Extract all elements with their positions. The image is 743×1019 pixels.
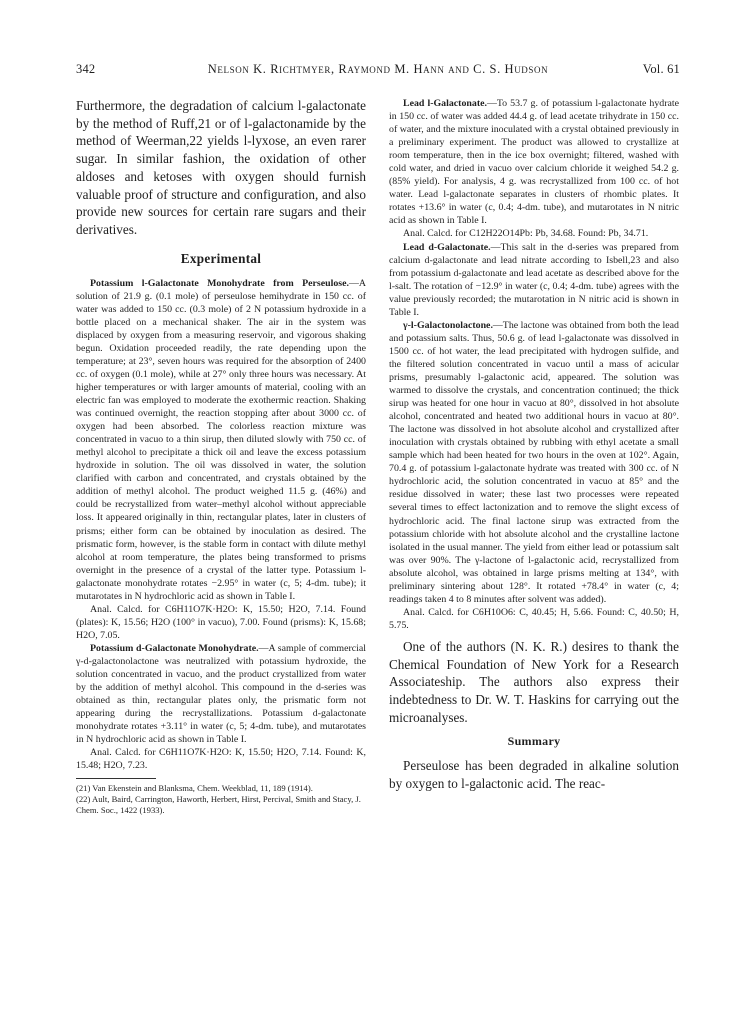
analysis-line: Anal. Calcd. for C12H22O14Pb: Pb, 34.68. Found: Pb, 34.71. (403, 228, 649, 240)
volume-label: Vol. 61 (642, 62, 680, 76)
paragraph-title: Lead d-Galactonate. (403, 241, 491, 253)
paragraph-potassium-l-galactonate (76, 277, 366, 603)
footnote-21: (21) Van Ekenstein and Blanksma, Chem. Weekblad, 11, 189 (1914). (76, 783, 313, 794)
paragraph-title: Potassium d-Galactonate Monohydrate. (90, 642, 259, 654)
paragraph-body: —A sample of commercial γ-d-galactonolactone was neutralized with potassium hydroxide, the solution concentrated in vacuo, and the product crystallized from water by the addition of methyl alcohol. This compound in the d-series was obtained as thin, rectangular plates only, the prismatic form not appearing during the recrystallizations. Potassium d-galactonate monohydrate rotates +3.11° in water (c, 5; 4-dm. tube), and mutarotates in N hydrochloric acid as shown in Table I. (76, 642, 367, 746)
paragraph-body: —The lactone was obtained from both the lead and potassium salts. Thus, 50.6 g. of lead l-galactonate was dissolved in 1500 cc. of hot water, the lead precipitated with hydrogen sulfide, and the filtered solution concentrated in vacuo until a mass of acicular prisms, presumably l-galactonic acid, appeared. The solution was warmed to dissolve the crystals, and concentration continued; the thick sirup was heated for one hour in vacuo at 80°, dissolved in hot absolute alcohol, concentrated and heated two additional hours in vacuo at 80°. The lactone was dissolved in hot absolute alcohol and crystallized after inoculation with crystals obtained by rubbing with ethyl acetate a small sample which had been heated for two hours in the oven at 102°. Again, 70.4 g. of potassium l-galactonate hydrate was treated with 300 cc. of N hydrochloric acid, the solution concentrated in vacuo at 85° and the residue dissolved in water; these last two processes were repeated several times to effect lactonization and to remove the slight excess of hydrochloric acid. The final lactone sirup was extracted from the potassium chloride with hot absolute alcohol and the crystalline lactone isolated in the usual manner. The yield from either lead or potassium salt was over 90%. The γ-lactone of l-galactonic acid, recrystallized from absolute alcohol, was obtained in large prisms melting at 134°, with preliminary sintering about 128°. It rotated +78.4° in water (c, 4; readings taken 4 to 8 minutes after solvent was added). (389, 319, 679, 605)
section-heading-summary: Summary (507, 734, 561, 749)
paragraph-title: Lead l-Galactonate. (403, 98, 487, 109)
intro-paragraph: Furthermore, the degradation of calcium l-galactonate by the method of Ruff,21 or of l-galactonamide by the method of Weerman,22 yields l-lyxose, an even rarer sugar. In similar fashion, the oxidation of other aldoses and ketoses with oxygen should furnish valuable proof of structure and configuration, and also provide new sources for certain rare sugars and their derivatives. (76, 98, 366, 237)
paragraph-title: Potassium l-Galactonate Monohydrate from Perseulose. (90, 277, 349, 289)
left-column (76, 97, 366, 816)
section-heading-experimental: Experimental (180, 250, 262, 266)
running-title: Nelson K. Richtmyer, Raymond M. Hann and C. S. Hudson (207, 62, 549, 76)
summary-paragraph: Perseulose has been degraded in alkaline solution by oxygen to l-galactonic acid. The reac- (389, 758, 679, 792)
analysis-line: Anal. Calcd. for C6H10O6: C, 40.45; H, 5.66. Found: C, 40.50; H, 5.75. (389, 606, 679, 631)
paragraph-lead-l-galactonate (389, 97, 679, 227)
paragraph-potassium-d-galactonate (76, 642, 366, 746)
footnote-divider (76, 778, 156, 779)
paragraph-galactonolactone (389, 319, 679, 606)
footnote-22: (22) Ault, Baird, Carrington, Haworth, Herbert, Hirst, Percival, Smith and Stacy, J. Chem. Soc., 1422 (1933). (76, 794, 361, 816)
paragraph-body: —To 53.7 g. of potassium l-galactonate hydrate in 150 cc. of water was added 44.4 g. of lead acetate trihydrate in 150 cc. of water, and the mixture inoculated with a crystal obtained previously in a preliminary experiment. The product was allowed to crystallize at room temperature, then in the ice box overnight; filtered, washed with cold water, and dried in vacuo over calcium chloride it weighed 54.2 g. (85% yield). For analysis, 4 g. was recrystallized from 100 cc. of hot water. Lead l-galactonate separates in clusters of rhombic plates. It rotates +13.6° in water (c, 0.4; 4-dm. tube), and mutarotates in N nitric acid as shown in Table I. (389, 98, 679, 227)
analysis-line: Anal. Calcd. for C6H11O7K·H2O: K, 15.50; H2O, 7.14. Found: K, 15.48; H2O, 7.23. (76, 747, 366, 772)
analysis-line: Anal. Calcd. for C6H11O7K·H2O: K, 15.50; H2O, 7.14. Found (plates): K, 15.56; H2O (100° in vacuo), 7.00. Found (prisms): K, 15.68; H2O, 7.05. (76, 603, 366, 641)
right-column (389, 97, 679, 793)
paragraph-title: γ-l-Galactonolactone. (403, 319, 493, 331)
paragraph-body: —A solution of 21.9 g. (0.1 mole) of perseulose hemihydrate in 150 cc. of water was added to 150 cc. (0.3 mole) of 2 N potassium hydroxide in a bottle placed on a mechanical shaker. The air in the system was displaced by oxygen from a measuring reservoir, and vigorous shaking begun. Oxidation proceeded readily, the rate depending upon the temperature; at 23°, seven hours was required for the absorption of 2400 cc. of oxygen (0.1 mole), while at 27° only three hours was necessary. At higher temperatures or with larger amounts of material, cooling with an electric fan was employed to moderate the exothermic reaction. Shaking was continued overnight, the reaction stopping after about 3000 cc. of oxygen had been absorbed. The colorless reaction mixture was concentrated in vacuo to a thin sirup, then diluted slowly with 750 cc. of methyl alcohol to precipitate a thick oil and leave the excess potassium hydroxide in solution. The oil was dissolved in water, the solution clarified with carbon and concentrated, and crystals obtained by the addition of methyl alcohol. The product weighed 11.5 g. (46%) and could be recrystallized from water–methyl alcohol without appreciable loss. It appeared originally in thin, rectangular plates, later in clusters of prisms; either form can be obtained by inoculation as desired. The prismatic form, however, is the stable form in contact with dilute methyl alcohol at room temperature, the plates being transformed to prisms overnight in the presence of a crystal of the latter type. Potassium l-galactonate monohydrate rotates −2.95° in water (c, 5; 4-dm. tube); it mutarotates in N hydrochloric acid as shown in Table I. (76, 277, 366, 602)
paragraph-body: —This salt in the d-series was prepared from calcium d-galactonate and lead nitrate according to Isbell,23 and also from potassium d-galactonate and lead acetate as described above for the l-salt. The rotation of −12.9° in water (c, 0.4; 4-dm. tube) agrees with the value previously recorded; the mutarotation in N nitric acid is shown in Table I. (389, 241, 679, 318)
acknowledgment-paragraph: One of the authors (N. K. R.) desires to thank the Chemical Foundation of New York for a Research Associateship. The authors also express their indebtedness to Dr. W. T. Haskins for carrying out the microanalyses. (389, 638, 679, 725)
paragraph-lead-d-galactonate (389, 241, 679, 319)
page-header (76, 62, 680, 78)
page-number: 342 (76, 62, 96, 76)
